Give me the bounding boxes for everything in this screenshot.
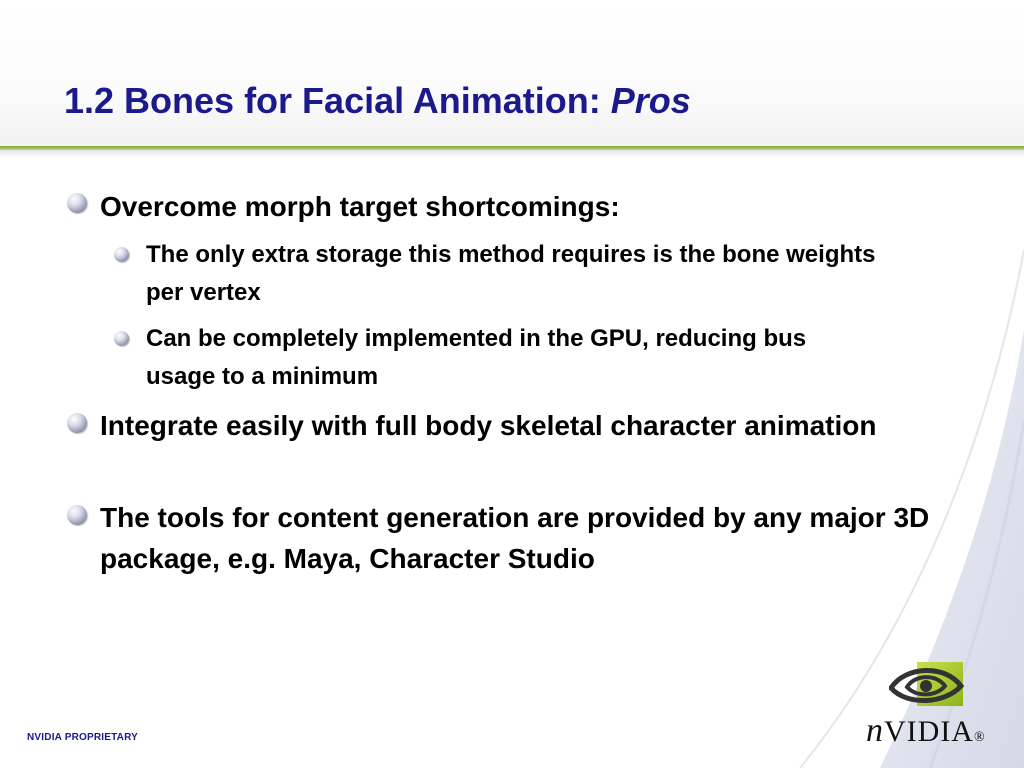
footer-proprietary: NVIDIA PROPRIETARY <box>27 732 139 743</box>
nvidia-logo <box>866 660 1006 754</box>
title-main: 1.2 Bones for Facial Animation: <box>64 80 611 121</box>
bullet-icon <box>67 193 87 213</box>
logo-letters-vidia: VIDIA <box>884 715 974 748</box>
nvidia-wordmark <box>866 714 1006 748</box>
logo-letter-n: n <box>866 712 884 749</box>
registered-mark: ® <box>973 730 986 745</box>
sub-bullet-item: Can be completely implemented in the GPU, reducing bus usage to a minimum <box>146 325 807 390</box>
bullet-icon <box>67 413 87 433</box>
title-emphasis: Pros <box>610 80 691 121</box>
sub-bullet-item: The only extra storage this method requires is the bone weights per vertex <box>146 241 876 306</box>
sub-bullet-icon <box>114 247 129 262</box>
bullet-icon <box>67 505 87 525</box>
nvidia-eye-icon <box>889 660 967 710</box>
bullet-item: Overcome morph target shortcomings: <box>100 191 620 222</box>
bullet-item: The tools for content generation are provided by any major 3D package, e.g. Maya, Character Studio <box>100 502 930 574</box>
sub-bullet-icon <box>114 331 129 346</box>
bullet-item: Integrate easily with full body skeletal character animation <box>100 410 877 441</box>
